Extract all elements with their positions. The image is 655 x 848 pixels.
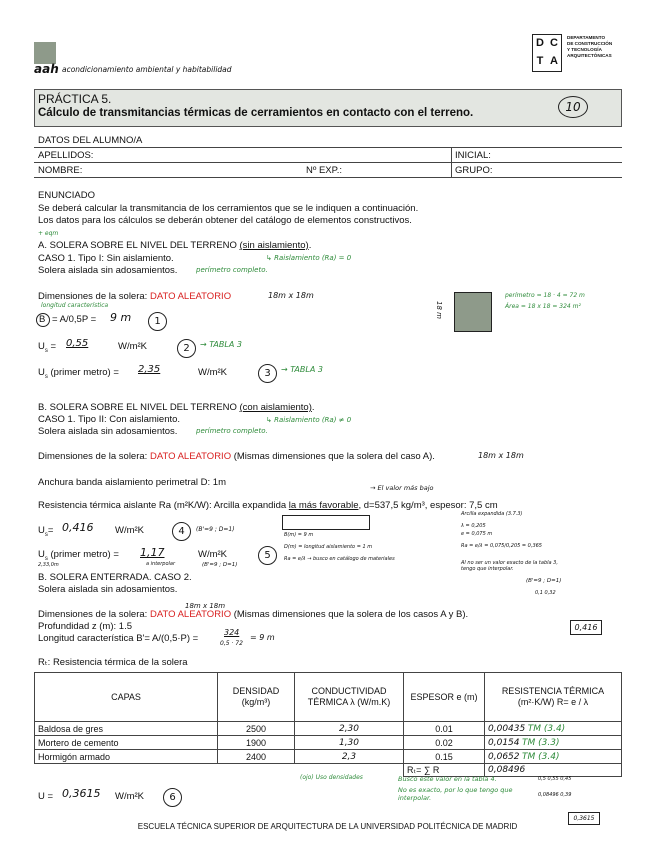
annotation: D(m) = longitud aislamiento = 1 m	[284, 544, 373, 550]
annotation: ↳ Raislamiento (Ra) ≠ 0	[266, 416, 352, 424]
u-label: $U_s$ =	[38, 341, 57, 354]
dept-letter: A	[550, 55, 558, 67]
col-capas: CAPAS	[35, 673, 218, 722]
section-b2-title: B. SOLERA ENTERRADA. CASO 2.	[38, 572, 192, 583]
annotation: e = 0,075 m	[461, 531, 493, 537]
annotation: + eqm	[38, 230, 59, 237]
random-data-tag: DATO ALEATORIO	[149, 609, 232, 620]
final-u-label: U =	[38, 791, 54, 802]
note-box	[282, 515, 370, 530]
nombre-label: NOMBRE:	[38, 165, 83, 176]
annotation: ↳ Raislamiento (Ra) = 0	[266, 254, 352, 262]
annotation: 324	[224, 628, 240, 637]
cell-densidad: 2500	[218, 722, 295, 736]
statement-heading: ENUNCIADO	[38, 190, 96, 201]
annotation: (B'=9 ; D=1)	[196, 526, 235, 533]
annotation: 2,35	[138, 364, 161, 375]
resistance-value: 0,0154	[488, 738, 520, 748]
dept-line: DEPARTAMENTO	[567, 35, 606, 40]
cell-resistencia	[485, 750, 622, 764]
cell-densidad: 1900	[218, 736, 295, 750]
cell-capa: Mortero de cemento	[35, 736, 218, 750]
annotation: → TABLA 3	[281, 365, 323, 374]
cell-conductividad: 2,30	[295, 722, 404, 736]
annotation: (B'=9 ; D=1)	[202, 562, 238, 568]
dept-letter: D	[536, 37, 544, 49]
cell-capa: Hormigón armado	[35, 750, 218, 764]
apellidos-label: APELLIDOS:	[38, 150, 94, 161]
annotation: (ojo) Uso densidades	[300, 774, 363, 781]
annotation: 0,08496 0,39	[538, 792, 572, 798]
dims-label: Dimensiones de la solera:	[38, 609, 150, 620]
section-b2-dims	[38, 609, 468, 621]
u1-label: $U_s$ (primer metro) =	[38, 367, 119, 380]
section-a-title-emph: (sin aislamiento)	[239, 240, 309, 251]
layers-table	[34, 672, 622, 777]
rt-label: Rₜ: Resistencia térmica de la solera	[38, 657, 188, 668]
final-u-unit: W/m²K	[115, 791, 145, 802]
annotation: Ra = e/λ → busco en catálogo de materiales	[284, 556, 395, 562]
annotation: 0,1 0,32	[535, 590, 556, 596]
band-width: Anchura banda aislamiento perimetral D: 1m	[38, 477, 226, 488]
step-circle: 3	[258, 364, 277, 383]
annotation: (B'=9 ; D=1)	[526, 578, 562, 584]
table-ref: TM (3.4)	[527, 724, 566, 734]
annotation: 18 m	[434, 301, 443, 319]
step-circle: 6	[163, 788, 182, 807]
annotation: perímetro completo.	[196, 427, 268, 435]
step-5	[258, 545, 277, 565]
student-section-title: DATOS DEL ALUMNO/A	[38, 135, 143, 146]
ra-emph: la más favorable	[288, 500, 359, 511]
dept-letter: C	[550, 37, 558, 49]
annotation: 1,17	[140, 546, 165, 559]
b-formula: = A/0,5P =	[52, 314, 97, 325]
cell-sum-value: 0,08496	[485, 764, 622, 777]
practice-number: PRÁCTICA 5.	[38, 92, 112, 106]
annotation: Al no ser un valor exacto de la tabla 3, tengo que interpolar.	[461, 560, 558, 572]
table-row	[35, 736, 622, 750]
grade-badge: 10	[558, 96, 588, 118]
step-circle: 1	[148, 312, 167, 331]
brand-full: acondicionamiento ambiental y habitabilidad	[62, 65, 232, 74]
table-row	[35, 750, 622, 764]
annotation: a interpolar	[146, 561, 176, 567]
annotation: 2,33,0m	[38, 562, 59, 568]
annotation: 0,5 · 72	[220, 640, 243, 647]
divider	[34, 147, 622, 148]
section-a-title-pre: A. SOLERA SOBRE EL NIVEL DEL TERRENO	[38, 240, 240, 251]
u-unit: W/m²K	[115, 525, 145, 536]
statement-line: Los datos para los cálculos se deberán obtener del catálogo de elementos constructivos.	[38, 215, 412, 226]
divider	[451, 147, 452, 177]
section-a-case: CASO 1. Tipo I: Sin aislamiento.	[38, 253, 174, 264]
step-circle: 2	[177, 339, 196, 358]
table-ref: TM (3.3)	[522, 738, 560, 748]
section-b1-title	[38, 402, 315, 414]
section-b1-title-pre: B. SOLERA SOBRE EL NIVEL DEL TERRENO	[38, 402, 240, 413]
dims-post: (Mismas dimensiones que la solera del caso A).	[233, 451, 435, 462]
cell-capa: Baldosa de gres	[35, 722, 218, 736]
col-densidad: DENSIDAD (kg/m³)	[218, 673, 295, 722]
section-a-title-post: .	[308, 240, 312, 251]
resistance-value: 0,00435	[488, 724, 526, 734]
ra-pre: Resistencia térmica aislante Ra (m²K/W): Arcilla expandida	[38, 500, 289, 511]
step-1	[148, 311, 167, 331]
u1-text: (primer metro) =	[50, 549, 119, 560]
u-unit: W/m²K	[118, 341, 148, 352]
resistance-value: 0,0652	[488, 752, 520, 762]
grupo-label: GRUPO:	[455, 165, 493, 176]
u1-label: $U_s$ (primer metro) =	[38, 549, 119, 562]
dept-line: Y TECNOLOGÍA	[567, 47, 602, 52]
annotation: 18m x 18m	[478, 451, 524, 460]
step-2	[177, 338, 196, 358]
statement-line: Se deberá calcular la transmitancia de los cerramientos que se le indiquen a continuación.	[38, 203, 419, 214]
annotation: 0,416	[570, 620, 602, 635]
annotation: 0,416	[62, 521, 94, 534]
cell-espesor: 0.01	[404, 722, 485, 736]
cell-conductividad: 1,30	[295, 736, 404, 750]
dims-label: Dimensiones de la solera:	[38, 291, 150, 302]
divider	[34, 177, 622, 178]
u-label: $U_s=$	[38, 525, 54, 538]
depth: Profundidad z (m): 1.5	[38, 621, 132, 632]
annotation: 0,3615	[568, 812, 600, 825]
cell-resistencia	[485, 736, 622, 750]
section-b1-desc: Solera aislada sin adosamientos.	[38, 426, 178, 437]
cell-espesor: 0.15	[404, 750, 485, 764]
dept-line: ARQUITECTÓNICAS	[567, 53, 612, 58]
final-u-value: 0,3615	[62, 787, 101, 800]
step-6	[163, 787, 182, 807]
random-data-tag: DATO ALEATORIO	[149, 291, 232, 302]
inicial-label: INICIAL:	[455, 150, 491, 161]
col-conductividad: CONDUCTIVIDAD TÉRMICA λ (W/m.K)	[295, 673, 404, 722]
b-symbol: B	[39, 314, 46, 325]
u1-unit: W/m²K	[198, 367, 228, 378]
section-b2-desc: Solera aislada sin adosamientos.	[38, 584, 178, 595]
u1-text: (primer metro) =	[50, 367, 119, 378]
annotation: longitud característica	[41, 302, 109, 309]
ra-post: , d=537,5 kg/m³, espesor: 7,5 cm	[358, 500, 498, 511]
divider	[34, 162, 622, 163]
brand-abbr: aah	[34, 62, 59, 76]
step-3	[258, 363, 277, 383]
dcta-logo	[532, 34, 562, 72]
cell-densidad: 2400	[218, 750, 295, 764]
annotation: 18m x 18m	[268, 291, 314, 300]
section-a-title	[38, 240, 311, 252]
dims-post: (Mismas dimensiones que la solera de los casos A y B).	[233, 609, 469, 620]
table-ref: TM (3.4)	[522, 752, 560, 762]
annotation: B(m) = 9 m	[284, 532, 314, 538]
annotation: perímetro = 18 · 4 = 72 m	[505, 292, 585, 299]
u1-unit: W/m²K	[198, 549, 228, 560]
section-b1-title-post: .	[311, 402, 315, 413]
annotation: 9 m	[110, 311, 132, 324]
section-a-desc: Solera aislada sin adosamientos.	[38, 265, 178, 276]
annotation: Área = 18 x 18 = 324 m²	[505, 303, 581, 310]
footer: ESCUELA TÉCNICA SUPERIOR DE ARQUITECTURA DE LA UNIVERSIDAD POLITÉCNICA DE MADRID	[137, 822, 518, 831]
annotation: 18m x 18m	[185, 602, 226, 610]
section-b1-title-emph: (con aislamiento)	[239, 402, 312, 413]
step-circle: 4	[172, 522, 191, 541]
ra-line	[38, 500, 498, 512]
annotation: perímetro completo.	[196, 266, 268, 274]
nexp-label: Nº EXP.:	[306, 165, 343, 176]
annotation: λ = 0,205	[461, 523, 486, 529]
dept-line: DE CONSTRUCCIÓN	[567, 41, 613, 46]
page-title: Cálculo de transmitancias térmicas de cerramientos en contacto con el terreno.	[38, 107, 474, 119]
annotation: = 9 m	[250, 633, 275, 642]
aah-logo-mark	[34, 42, 56, 64]
cell-conductividad: 2,3	[295, 750, 404, 764]
dims-label: Dimensiones de la solera:	[38, 451, 150, 462]
dept-letter: T	[536, 55, 544, 67]
dept-name	[567, 35, 612, 59]
annotation: → El valor más bajo	[370, 484, 434, 492]
table-row	[35, 722, 622, 736]
section-b1-dims	[38, 451, 435, 463]
random-data-tag: DATO ALEATORIO	[149, 451, 232, 462]
step-circle: 5	[258, 546, 277, 565]
section-b1-case: CASO 1. Tipo II: Con aislamiento.	[38, 414, 181, 425]
annotation: Busco este valor en la tabla 4.	[398, 775, 497, 783]
annotation: Ra = e/λ = 0,075/0,205 = 0,365	[461, 543, 542, 549]
slab-plan-square	[454, 292, 492, 332]
char-length: Longitud característica B'= A/(0,5·P) =	[38, 633, 199, 644]
annotation: 0,5 0,55 0,45	[538, 776, 572, 782]
cell-resistencia	[485, 722, 622, 736]
annotation: No es exacto, por lo que tengo que interpolar.	[398, 786, 513, 802]
col-resistencia: RESISTENCIA TÉRMICA (m²·K/W) R= e / λ	[485, 673, 622, 722]
col-espesor: ESPESOR e (m)	[404, 673, 485, 722]
annotation: → TABLA 3	[200, 340, 242, 349]
annotation: 0,55	[66, 338, 89, 349]
annotation: Arcilla expandida (3.7.3)	[461, 511, 523, 517]
cell-sum-label: Rₜ= ∑ R	[404, 764, 485, 777]
cell-espesor: 0.02	[404, 736, 485, 750]
step-4	[172, 521, 191, 541]
